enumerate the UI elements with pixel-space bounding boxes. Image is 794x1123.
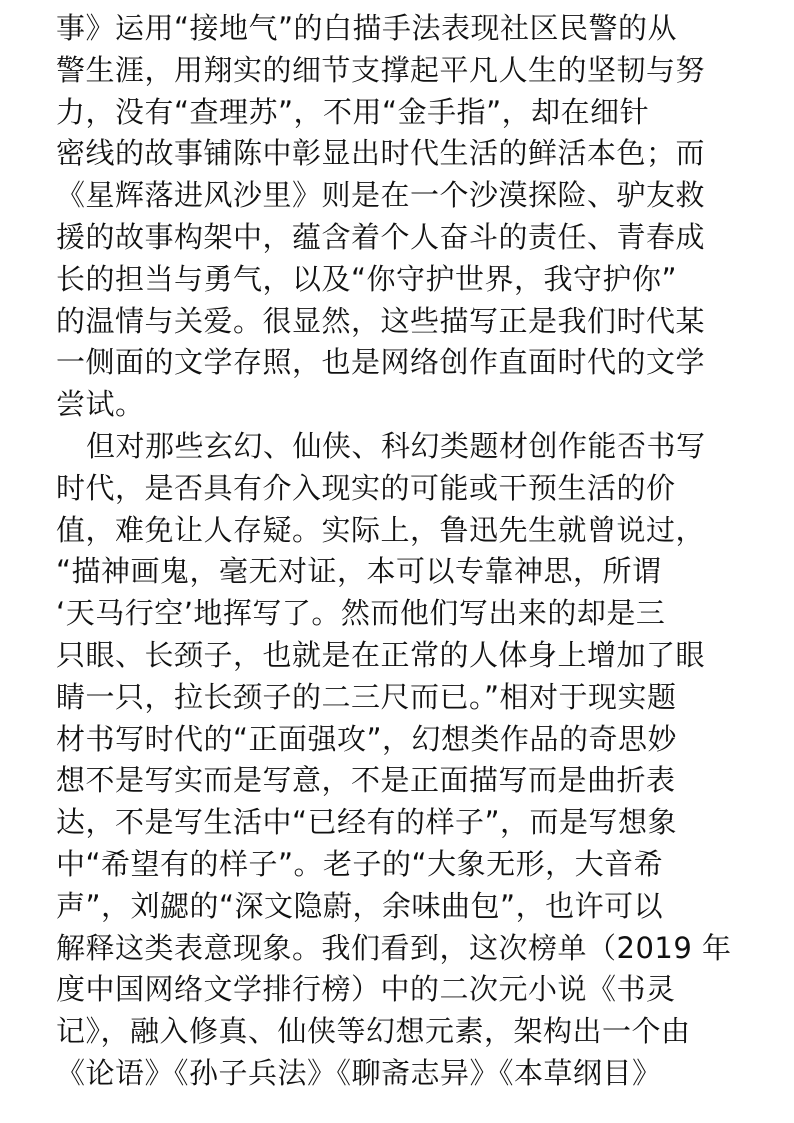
text-line: 解释这类表意现象。我们看到，这次榜单（2019 年 xyxy=(56,930,732,965)
text-line: 的温情与关爱。很显然，这些描写正是我们时代某 xyxy=(56,303,706,338)
text-line: 长的担当与勇气，以及“你守护世界，我守护你” xyxy=(56,261,678,296)
text-line: 《论语》《孙子兵法》《聊斋志异》《本草纲目》 xyxy=(56,1055,662,1090)
text-line: 声”，刘勰的“深文隐蔚，余味曲包”，也许可以 xyxy=(56,888,664,923)
text-line: 警生涯，用翔实的细节支撑起平凡人生的坚韧与努 xyxy=(56,52,706,87)
paragraph-start-line: 但对那些玄幻、仙侠、科幻类题材创作能否书写 xyxy=(86,428,706,463)
text-line: 材书写时代的“正面强攻”，幻想类作品的奇思妙 xyxy=(56,721,678,756)
text-line: 事》运用“接地气”的白描手法表现社区民警的从 xyxy=(56,11,678,45)
text-line: 只眼、长颈子，也就是在正常的人体身上增加了眼 xyxy=(56,637,706,672)
text-line: 达，不是写生活中“已经有的样子”，而是写想象 xyxy=(56,805,678,840)
text-line: “描神画鬼，毫无对证，本可以专靠神思，所谓 xyxy=(56,554,662,589)
text-line: 一侧面的文学存照，也是网络创作直面时代的文学 xyxy=(56,345,706,380)
text-line: ‘天马行空’地挥写了。然而他们写出来的却是三 xyxy=(56,596,666,631)
text-line: 《星辉落进风沙里》则是在一个沙漠探险、驴友救 xyxy=(56,178,706,213)
text-line: 援的故事构架中，蕴含着个人奋斗的责任、青春成 xyxy=(56,219,706,254)
text-line: 值，难免让人存疑。实际上，鲁迅先生就曾说过， xyxy=(56,512,706,547)
text-line: 尝试。 xyxy=(56,387,145,422)
text-line: 密线的故事铺陈中彰显出时代生活的鲜活本色；而 xyxy=(56,136,706,171)
body-text xyxy=(56,8,756,1095)
text-line: 中“希望有的样子”。老子的“大象无形，大音希 xyxy=(56,846,664,881)
text-line: 时代，是否具有介入现实的可能或干预生活的价 xyxy=(56,470,676,505)
text-line: 度中国网络文学排行榜）中的二次元小说《书灵 xyxy=(56,972,676,1007)
text-line: 想不是写实而是写意，不是正面描写而是曲折表 xyxy=(56,763,676,798)
text-line: 力，没有“查理苏”，不用“金手指”，却在细针 xyxy=(56,94,650,129)
text-line: 记》，融入修真、仙侠等幻想元素，架构出一个由 xyxy=(56,1014,691,1049)
text-line: 睛一只，拉长颈子的二三尺而已。”相对于现实题 xyxy=(56,679,677,714)
